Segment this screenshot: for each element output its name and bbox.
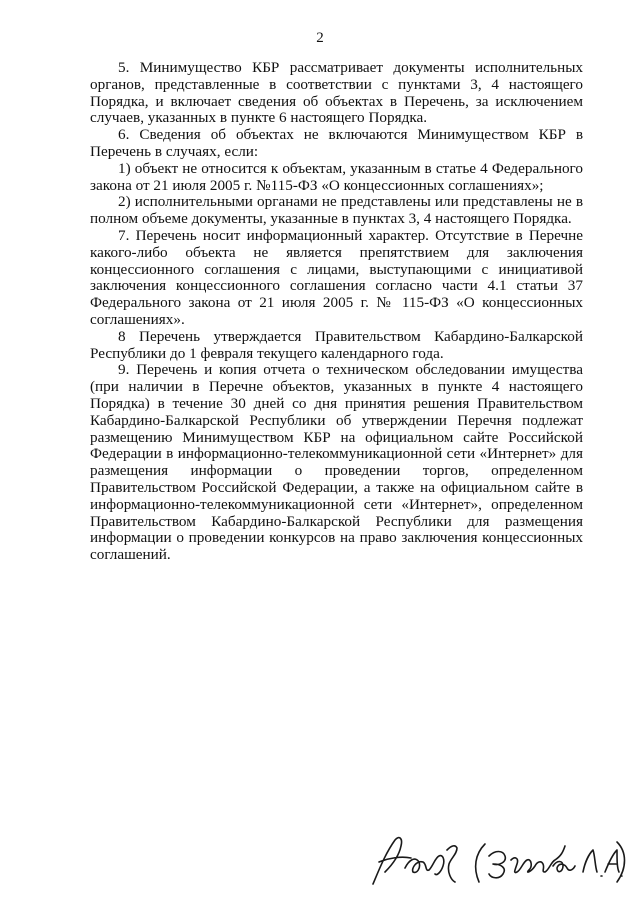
- document-body: [90, 60, 583, 564]
- paragraph-item-8: 8 Перечень утверждается Правительством Кабардино-Балкарской Республики до 1 февраля текущего календарного года.: [90, 327, 583, 362]
- signature-drawing: [365, 832, 627, 890]
- paragraph-item-6: 6. Сведения об объектах не включаются Минимуществом КБР в Перечень в случаях, если:: [90, 126, 583, 160]
- handwritten-signature: [365, 832, 627, 890]
- paragraph-item-7: 7. Перечень носит информационный характер. Отсутствие в Перечне какого-либо объекта не является препятствием для заключения концессионного соглашения с лицами, выступающими с инициативой заключения концессионного соглашения согласно части 4.1 статьи 37 Федерального закона от 21 июля 2005 г. № 115-ФЗ «О концессионных соглашениях».: [90, 226, 583, 328]
- paragraph-item-9: 9. Перечень и копия отчета о техническом обследовании имущества (при наличии в Перечне объектов, указанных в пункте 4 настоящего Порядка) в течение 30 дней со дня принятия решения Правительством Кабардино-Балкарской Республики об утверждении Перечня подлежат размещению Минимуществом КБР на официальном сайте Российской Федерации в информационно-телекоммуникационной сети «Интернет» для размещения информации о проведении торгов, определенном Правительством Российской Федерации, а также на официальном сайте в информационно-телекоммуникационной сети «Интернет», определенном Правительством Кабардино-Балкарской Республики для размещения информации о проведении конкурсов на право заключения концессионных соглашений.: [90, 361, 583, 564]
- paragraph-subitem-1: 1) объект не относится к объектам, указанным в статье 4 Федерального закона от 21 июля 2005 г. №115-ФЗ «О концессионных соглашениях»;: [90, 159, 583, 194]
- paragraph-item-5: 5. Минимущество КБР рассматривает документы исполнительных органов, представленные в соответствии с пунктами 3, 4 настоящего Порядка, и включает сведения об объектах в Перечень, за исключением случаев, указанных в пункте 6 настоящего Порядка.: [90, 59, 583, 127]
- paragraph-subitem-2: 2) исполнительными органами не представлены или представлены не в полном объеме документы, указанные в пунктах 3, 4 настоящего Порядка.: [90, 193, 583, 228]
- page-number: 2: [316, 30, 324, 46]
